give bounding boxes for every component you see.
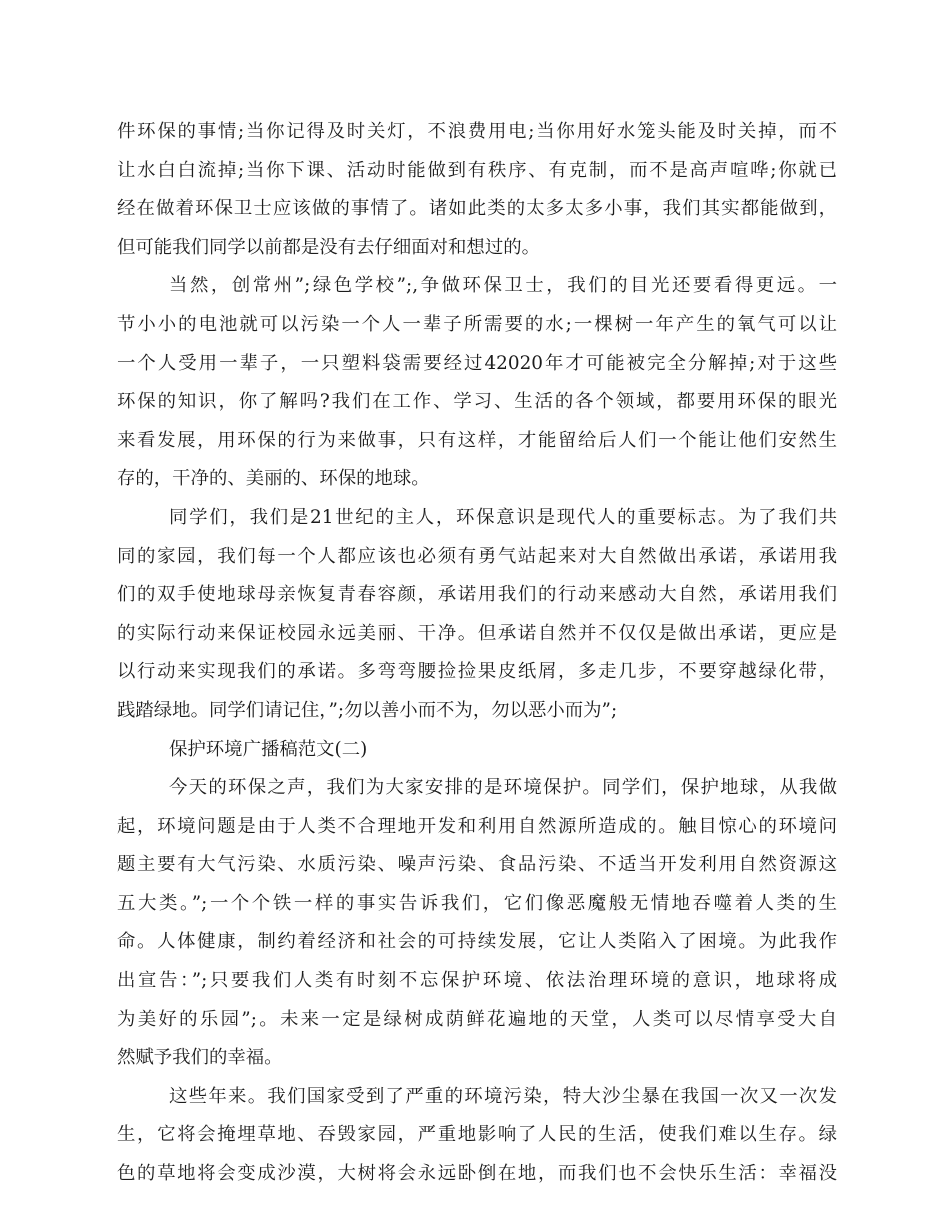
text-line: 为美好的乐园”;。未来一定是绿树成荫鲜花遍地的天堂，人类可以尽情享受大自 <box>117 1008 837 1030</box>
text-line: 的实际行动来保证校园永远美丽、干净。但承诺自然并不仅仅是做出承诺，更应是 <box>117 622 837 644</box>
text-line: 们的双手使地球母亲恢复青春容颜，承诺用我们的行动来感动大自然，承诺用我们 <box>117 584 837 606</box>
text-line: 题主要有大气污染、水质污染、噪声污染、食品污染、不适当开发利用自然资源这 <box>117 854 837 876</box>
text-line: 践踏绿地。同学们请记住，”;勿以善小而不为，勿以恶小而为”; <box>117 699 618 721</box>
text-line: 环保的知识，你了解吗?我们在工作、学习、生活的各个领域，都要用环保的眼光 <box>117 391 837 413</box>
text-line: 同学们，我们是21世纪的主人，环保意识是现代人的重要标志。为了我们共 <box>169 506 837 528</box>
text-line: 存的，干净的、美丽的、环保的地球。 <box>117 468 430 490</box>
text-line: 当然，创常州”;绿色学校”;,争做环保卫士，我们的目光还要看得更远。一 <box>169 275 837 297</box>
text-line: 同的家园，我们每一个人都应该也必须有勇气站起来对大自然做出承诺，承诺用我 <box>117 545 837 567</box>
text-line: 来看发展，用环保的行为来做事，只有这样，才能留给后人们一个能让他们安然生 <box>117 429 837 451</box>
text-line: 以行动来实现我们的承诺。多弯弯腰捡捡果皮纸屑，多走几步，不要穿越绿化带， <box>117 661 837 683</box>
text-line: 件环保的事情;当你记得及时关灯，不浪费用电;当你用好水笼头能及时关掉，而不 <box>117 121 837 142</box>
text-line: 节小小的电池就可以污染一个人一辈子所需要的水;一棵树一年产生的氧气可以让 <box>117 313 837 335</box>
text-line: 但可能我们同学以前都是没有去仔细面对和想过的。 <box>117 236 540 258</box>
text-line: 生，它将会掩埋草地、吞毁家园，严重地影响了人民的生活，使我们难以生存。绿 <box>117 1124 837 1146</box>
text-line: 今天的环保之声，我们为大家安排的是环境保护。同学们，保护地球，从我做 <box>169 777 837 799</box>
section-heading: 保护环境广播稿范文(二) <box>169 738 368 760</box>
text-line: 让水白白流掉;当你下课、活动时能做到有秩序、有克制，而不是高声喧哗;你就已 <box>117 159 837 181</box>
text-line: 五大类。”;一个个铁一样的事实告诉我们，它们像恶魔般无情地吞噬着人类的生 <box>117 892 837 914</box>
text-line: 经在做着环保卫士应该做的事情了。诸如此类的太多太多小事，我们其实都能做到， <box>117 198 837 220</box>
text-line: 一个人受用一辈子，一只塑料袋需要经过42020年才可能被完全分解掉;对于这些 <box>117 352 837 374</box>
text-line: 命。人体健康，制约着经济和社会的可持续发展，它让人类陷入了困境。为此我作 <box>117 931 837 953</box>
document-body <box>117 113 837 1194</box>
text-line: 出宣告：”;只要我们人类有时刻不忘保护环境、依法治理环境的意识，地球将成 <box>117 970 837 992</box>
text-line: 起，环境问题是由于人类不合理地开发和利用自然源所造成的。触目惊心的环境问 <box>117 815 837 837</box>
text-line: 这些年来。我们国家受到了严重的环境污染，特大沙尘暴在我国一次又一次发 <box>169 1085 837 1107</box>
text-line: 然赋予我们的幸福。 <box>117 1047 283 1069</box>
text-line: 色的草地将会变成沙漠，大树将会永远卧倒在地，而我们也不会快乐生活：幸福没 <box>117 1163 837 1185</box>
